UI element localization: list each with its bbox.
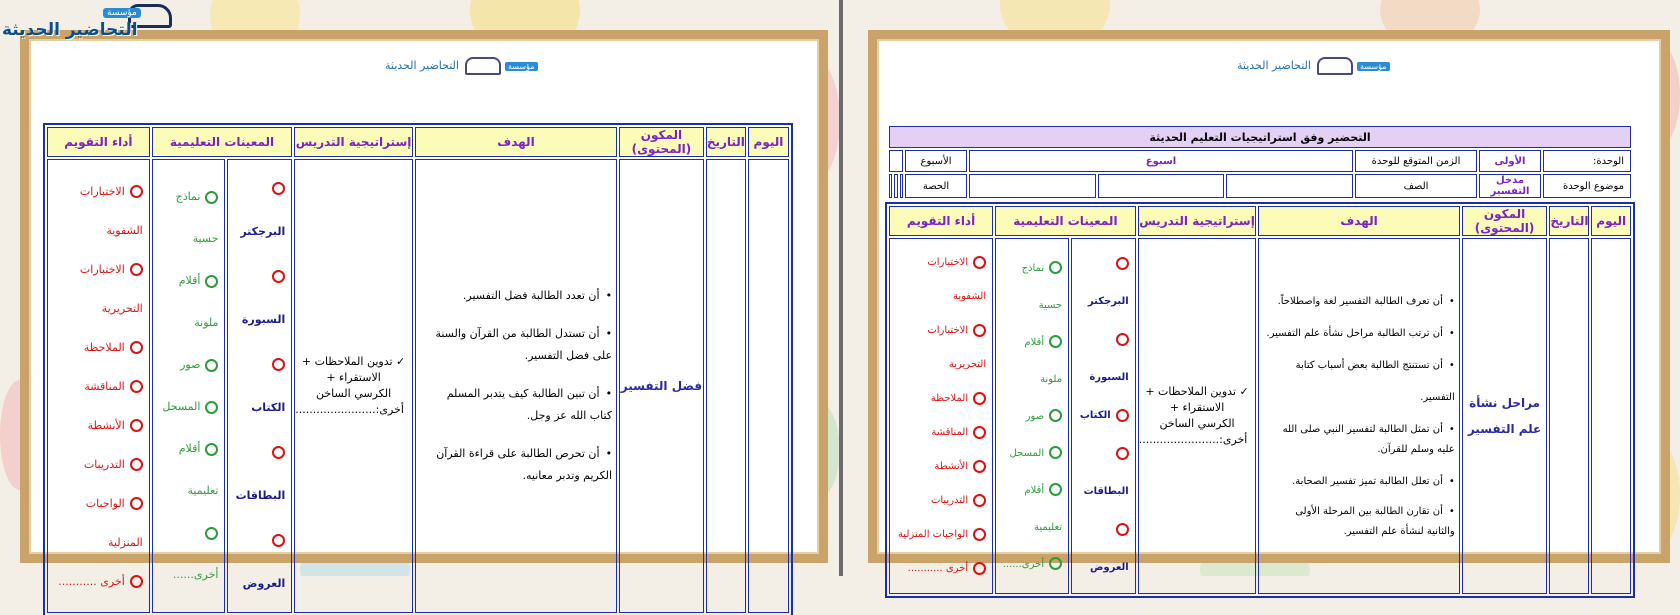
circle-icon [973,324,986,337]
assessment-cell [889,238,993,594]
aids-b-cell [152,159,226,613]
objective-item: • أن تعلل الطالبة تميز تفسير الصحابة. [1265,466,1454,498]
circle-icon [1116,409,1129,422]
unit-info-table [887,124,1633,200]
circle-icon [1116,333,1129,346]
assessment-item: الواجبات المنزلية [896,518,986,552]
objective-item: • أن تبين الطالبة كيف يتدبر المسلم كتاب الله عز وجل. [422,375,612,435]
circle-icon [272,358,285,371]
aid-item: أقلام تعليمية [178,442,219,497]
plan-title: التحضير وفق استراتيجيات التعليم الحديثة [889,126,1631,148]
week-label: الأسبوع [905,150,967,172]
date-cell [706,159,746,613]
aid-item: أقلام ملونة [178,274,219,329]
circle-icon [272,534,285,547]
aid-item: البطاقات [234,430,285,518]
right-page [868,30,1670,574]
class-blank [1098,174,1225,198]
class-label: الصف [1355,174,1477,198]
assessment-item: أخرى ........... [896,552,986,586]
circle-icon [130,380,143,393]
circle-icon [272,446,285,459]
aid-item: العروض [234,518,285,606]
circle-icon [1116,447,1129,460]
topic-value: مدخل التفسير [1479,174,1541,198]
circle-icon [205,443,218,456]
lesson-table-right [887,204,1633,596]
unit-label: الوحدة: [1543,150,1631,172]
objective-item: • أن تمثل الطالبة لتفسير النبي صلى الله عليه وسلم للقرآن. [1265,414,1454,466]
header-aids: المعينات التعليمية [152,127,292,157]
assessment-list [890,240,992,592]
objectives-list [416,271,616,501]
circle-icon [1049,446,1062,459]
aid-item: أقلام تعليمية [1024,484,1063,533]
expected-time-label: الزمن المتوقع للوحدة [1355,150,1477,172]
aids-a-list [228,160,291,612]
circle-icon [130,575,143,588]
header-content: المكون (المحتوى) [619,127,704,157]
circle-icon [205,275,218,288]
header-objective: الهدف [415,127,617,157]
strategy-line: ✓ تدوين الملاحظات + [301,355,406,368]
objective-item: • أن تعدد الطالبة فضل التفسير. [422,277,612,315]
aid-item: البطاقات [1078,435,1129,511]
header-aids: المعينات التعليمية [995,206,1136,236]
objectives-cell [1258,238,1459,594]
circle-icon [130,497,143,510]
circle-icon [1049,335,1062,348]
topic-label: موضوع الوحدة [1543,174,1631,198]
aid-item: صور [1002,398,1062,435]
circle-icon [1116,257,1129,270]
strategy-line: الاستقراء + [1169,401,1225,414]
circle-icon [973,392,986,405]
assessment-item: الأنشطة [54,406,143,445]
assessment-item: الاختبارات الشفوية [79,184,143,237]
assessment-item: المناقشة [54,367,143,406]
strategy-line: الكرسي الساخن [315,387,392,400]
circle-icon [205,401,218,414]
circle-icon [130,341,143,354]
aids-b-list [996,244,1068,589]
left-page [20,30,828,590]
header-day: اليوم [1591,206,1631,236]
page-logo-badge: مؤسسة [1357,62,1390,71]
period-blank [894,174,897,198]
header-assessment: أداء التقويم [47,127,150,157]
period-blank [889,174,892,198]
aid-item: أخرى...... [1002,546,1062,583]
objectives-cell [415,159,617,613]
aids-a-cell [1071,238,1136,594]
circle-icon [272,270,285,283]
aid-item: البرجكتر [234,166,285,254]
circle-icon [973,562,986,575]
assessment-item: أخرى ........... [54,562,143,601]
aids-b-list [153,170,225,602]
circle-icon [973,460,986,473]
assessment-list [48,166,149,607]
date-cell [1549,238,1589,594]
circle-icon [973,494,986,507]
aid-item: المسجل [159,386,219,428]
assessment-item: الملاحظة [54,328,143,367]
circle-icon [130,458,143,471]
aid-item: أخرى...... [159,512,219,596]
circle-icon [1049,261,1062,274]
circle-icon [1116,523,1129,536]
header-strategy: إستراتيجية التدريس [294,127,413,157]
objective-item: • أن تستنتج الطالبة بعض أسباب كتابة التفسير. [1265,350,1454,414]
corner-logo [0,0,180,42]
car-icon [1317,57,1353,75]
strategy-cell [294,159,413,613]
circle-icon [130,263,143,276]
objective-item: • أن تقارن الطالبة بين المرحلة الأولى والثانية لنشأة علم التفسير. [1265,498,1454,546]
header-date: التاريخ [706,127,746,157]
aid-item: السبورة [234,254,285,342]
day-cell [1591,238,1631,594]
circle-icon [973,528,986,541]
header-date: التاريخ [1549,206,1589,236]
objective-item: • أن تحرص الطالبة على قراءة القرآن الكريم وتدبر معانيه. [422,435,612,495]
circle-icon [973,256,986,269]
assessment-item: التدريبات [54,445,143,484]
circle-icon [1049,483,1062,496]
aids-a-cell [227,159,292,613]
header-objective: الهدف [1258,206,1459,236]
class-blank [1226,174,1353,198]
page-logo [385,57,538,75]
assessment-item: التدريبات [896,484,986,518]
circle-icon [272,182,285,195]
aid-item: البرجكتر [1078,245,1129,321]
assessment-cell [47,159,150,613]
aid-item: الكتاب [1078,397,1129,435]
expected-time-value: اسبوع [969,150,1353,172]
objective-item: • أن تستدل الطالبة من القرآن والسنة على فضل التفسير. [422,315,612,375]
header-assessment: أداء التقويم [889,206,993,236]
strategy-cell [1138,238,1257,594]
page-logo-badge: مؤسسة [505,62,538,71]
content-cell: مراحل نشأة علم التفسير [1462,238,1548,594]
aid-item: السبورة [1078,321,1129,397]
aids-b-cell [995,238,1069,594]
header-content: المكون (المحتوى) [1462,206,1548,236]
circle-icon [1049,409,1062,422]
objectives-list [1259,280,1458,552]
objective-item: • أن تعرف الطالبة التفسير لغة واصطلاحاً. [1265,286,1454,318]
strategy-line: الكرسي الساخن [1159,417,1235,430]
assessment-item: الاختبارات الشفوية [927,257,987,302]
strategy-line: الاستقراء + [326,371,381,384]
assessment-item: الأنشطة [896,450,986,484]
assessment-item: الملاحظة [896,382,986,416]
circle-icon [130,419,143,432]
header-strategy: إستراتيجية التدريس [1138,206,1257,236]
header-day: اليوم [748,127,789,157]
strategy-line: ✓ تدوين الملاحظات + [1145,385,1249,398]
aid-item: المسجل [1002,435,1062,472]
content-cell: فضل التفسير [619,159,704,613]
strategy-other: أخرى:....................... [295,403,404,416]
aid-item: نماذج حسية [1021,262,1063,311]
page-logo-text: التحاضير الحديثة [1237,59,1311,72]
aid-item: نماذج حسية [175,190,219,245]
car-icon [465,57,501,75]
corner-logo-text: التحاضير الحديثة [2,20,138,40]
period-blank [900,174,903,198]
assessment-item: الواجبات المنزلية [85,496,143,549]
page-divider [839,0,843,576]
period-label: الحصة [905,174,967,198]
lesson-table-left [45,125,791,615]
circle-icon [205,359,218,372]
week-value [889,150,903,172]
corner-logo-badge: مؤسسة [103,8,141,18]
assessment-item: المناقشة [896,416,986,450]
assessment-item: الاختبارات التحريرية [79,262,143,315]
circle-icon [205,191,218,204]
circle-icon [130,185,143,198]
strategy-other: أخرى:....................... [1138,433,1248,446]
circle-icon [1049,557,1062,570]
page-logo [1237,57,1390,75]
objective-item: • أن ترتب الطالبة مراحل نشأة علم التفسير. [1265,318,1454,350]
aid-item: أقلام ملونة [1024,336,1063,385]
aid-item: العروض [1078,511,1129,587]
assessment-item: الاختبارات التحريرية [927,325,987,370]
day-cell [748,159,789,613]
class-blank [969,174,1096,198]
aid-item: صور [159,344,219,386]
circle-icon [973,426,986,439]
page-logo-text: التحاضير الحديثة [385,59,459,72]
unit-value: الأولى [1479,150,1541,172]
aids-a-list [1072,239,1135,593]
aid-item: الكتاب [234,342,285,430]
circle-icon [205,527,218,540]
